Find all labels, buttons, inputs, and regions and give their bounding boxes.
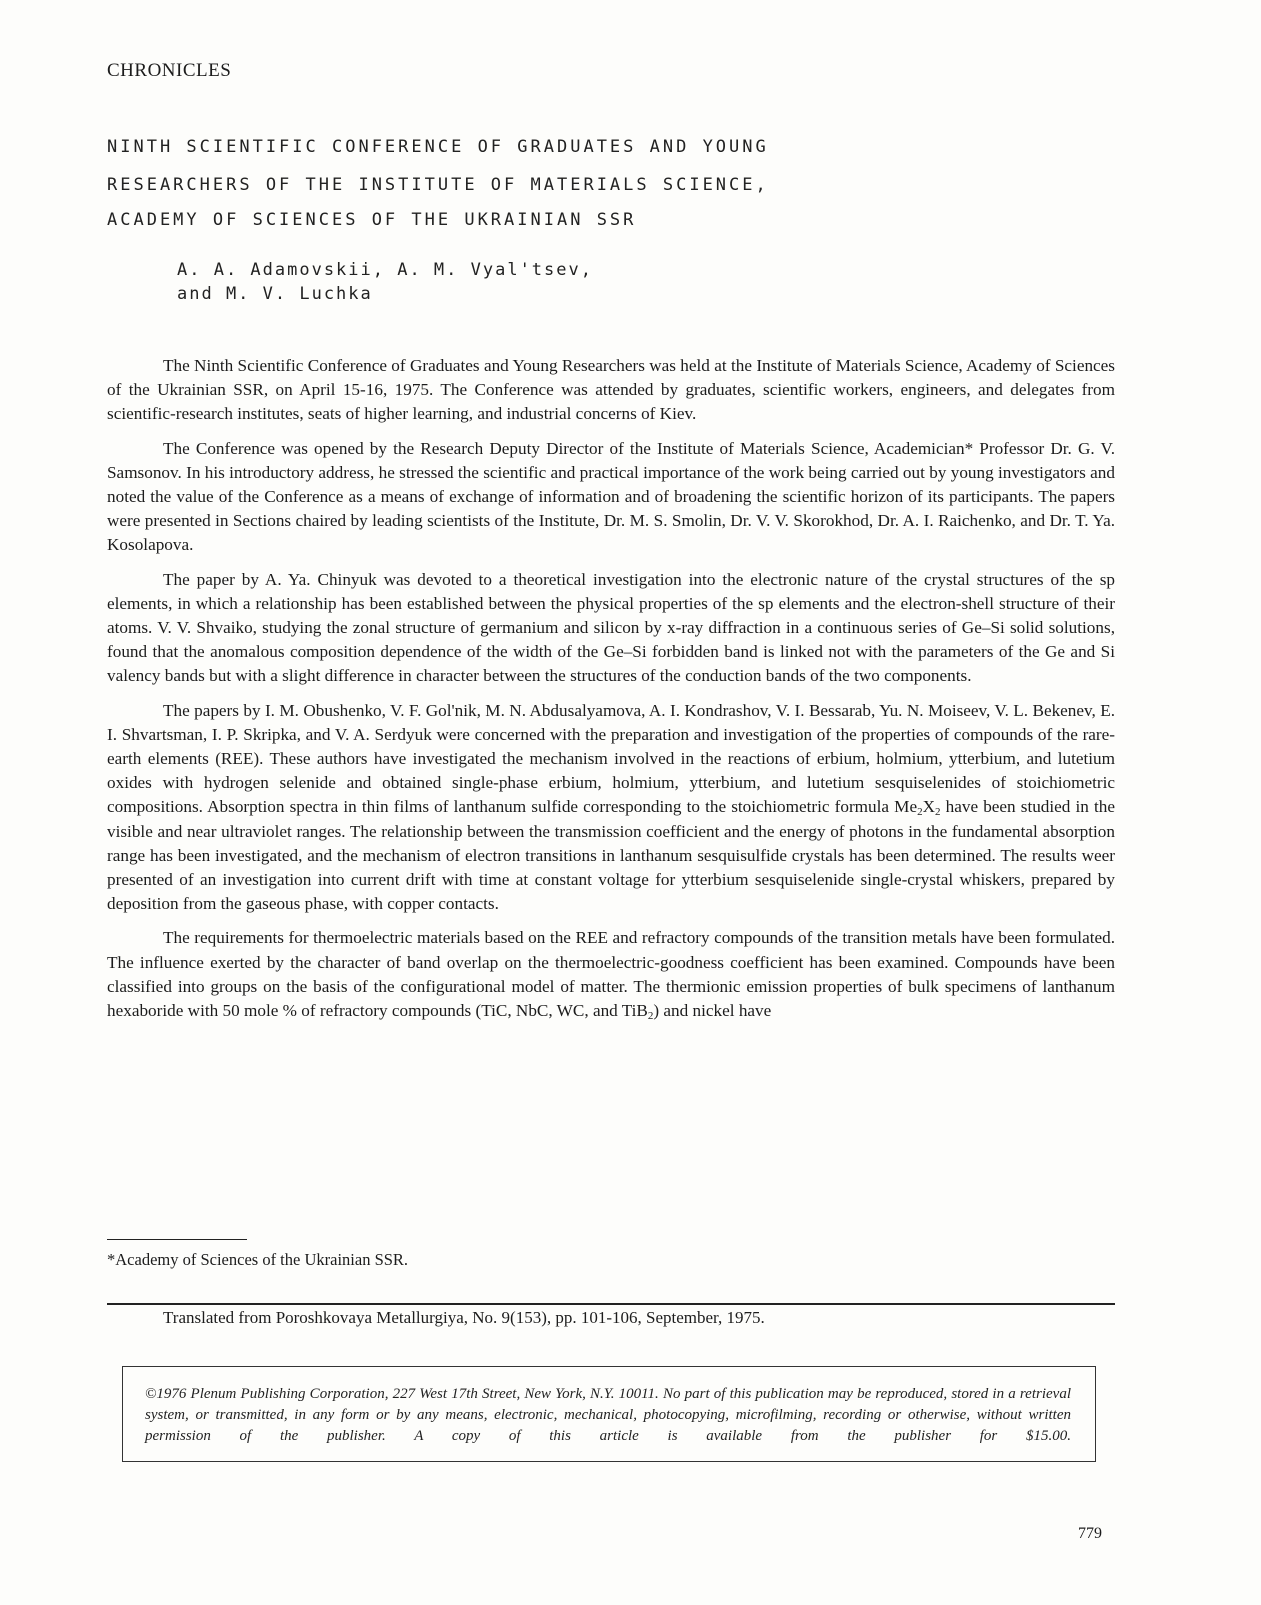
formula-me2x2 xyxy=(894,797,941,819)
paragraph-5 xyxy=(107,926,1115,1023)
translation-source: Translated from Poroshkovaya Metallurgiya, No. 9(153), pp. 101-106, September, 1975. xyxy=(163,1308,765,1327)
paragraph-4-part-a: The papers by I. M. Obushenko, V. F. Gol'nik, M. N. Abdusalyamova, A. I. Kondrashov, V. I. Bessarab, Yu. N. Moiseev, V. L. Bekenev, E. I. Shvartsman, I. P. Skripka, and V. A. Serdyuk were concerned with the preparation and investigation of the properties of compounds of the rare-earth elements (REE). These authors have investigated the mechanism involved in the reactions of erbium, holmium, ytterbium, and lutetium oxides with hydrogen selenide and obtained single-phase erbium, holmium, ytterbium, and lutetium sesquiselenides of stoichiometric compositions. Absorption spectra in thin films of lanthanum sulfide corresponding to the stoichiometric formula xyxy=(107,700,1115,817)
formula-base: X xyxy=(922,797,936,817)
paragraph-1: The Ninth Scientific Conference of Graduates and Young Researchers was held at the Institute of Materials Science, Academy of Sciences of the Ukrainian SSR, on April 15-16, 1975. The Conference was attended by graduates, scientific workers, engineers, and delegates from scientific-research institutes, seats of higher learning, and industrial concerns of Kiev. xyxy=(107,356,1115,424)
formula-subscript: 2 xyxy=(917,806,923,819)
paragraph-2: The Conference was opened by the Research Deputy Director of the Institute of Materials Science, Academician* Professor Dr. G. V. Samsonov. In his introductory address, he stressed the scientific and practical importance of the work being carried out by young investigators and noted the value of the Conference as a means of exchange of information and of broadening the scientific horizon of its participants. The papers were presented in Sections chaired by leading scientists of the Institute, Dr. M. S. Smolin, Dr. V. V. Skorokhod, Dr. A. I. Raichenko, and Dr. T. Ya. Kosolapova. xyxy=(107,438,1115,555)
formula-tib2 xyxy=(621,1001,654,1023)
paragraph-5-part-b: ) and nickel have xyxy=(653,1001,772,1021)
article-body xyxy=(107,354,1115,1033)
page-number: 779 xyxy=(1078,1525,1102,1542)
footnote: *Academy of Sciences of the Ukrainian SSR. xyxy=(107,1250,409,1269)
translation-rule xyxy=(107,1303,1115,1305)
title-line-2: RESEARCHERS OF THE INSTITUTE OF MATERIALS SCIENCE, xyxy=(107,175,769,195)
formula-subscript: 2 xyxy=(647,1010,654,1023)
copyright-box xyxy=(122,1366,1096,1462)
authors-line-2: and M. V. Luchka xyxy=(177,284,373,304)
title-line-1: NINTH SCIENTIFIC CONFERENCE OF GRADUATES AND YOUNG xyxy=(107,137,769,157)
formula-subscript: 2 xyxy=(935,806,941,819)
copyright-notice: ©1976 Plenum Publishing Corporation, 227 West 17th Street, New York, N.Y. 10011. No part of this publication may be reproduced, stored in a retrieval system, or transmitted, in any form or by any means, electronic, mechanical, photocopying, microfilming, recording or otherwise, without written permission of the publisher. A copy of this article is available from the publisher for $15.00. xyxy=(145,1386,1071,1444)
authors-line-1: A. A. Adamovskii, A. M. Vyal'tsev, xyxy=(177,260,593,280)
footnote-rule xyxy=(107,1239,247,1240)
formula-base: TiB xyxy=(621,1001,648,1021)
paragraph-4-part-b: have been studied in the visible and near ultraviolet ranges. The relationship between the transmission coefficient and the energy of photons in the fundamental absorption range has been investigated, and the mechanism of electron transitions in lanthanum sesquisulfide crystals has been determined. The results weer presented of an investigation into current drift with time at constant voltage for ytterbium sesquiselenide single-crystal whiskers, prepared by deposition from the gaseous phase, with copper contacts. xyxy=(107,797,1116,914)
paragraph-5-part-a: The requirements for thermoelectric materials based on the REE and refractory compounds of the transition metals have been formulated. The influence exerted by the character of band overlap on the thermoelectric-goodness coefficient has been examined. Compounds have been classified into groups on the basis of the configurational model of matter. The thermionic emission properties of bulk specimens of lanthanum hexaboride with 50 mole % of refractory compounds (TiC, NbC, WC, and xyxy=(107,928,1115,1021)
title-line-3: ACADEMY OF SCIENCES OF THE UKRAINIAN SSR xyxy=(107,210,637,230)
section-label: CHRONICLES xyxy=(107,60,232,81)
paragraph-4 xyxy=(107,699,1115,917)
formula-base: Me xyxy=(894,797,918,817)
paragraph-3: The paper by A. Ya. Chinyuk was devoted to a theoretical investigation into the electronic nature of the crystal structures of the sp elements, in which a relationship has been established between the physical properties of the sp elements and the electron-shell structure of their atoms. V. V. Shvaiko, studying the zonal structure of germanium and silicon by x-ray diffraction in a continuous series of Ge–Si solid solutions, found that the anomalous composition dependence of the width of the Ge–Si forbidden band is linked not with the parameters of the Ge and Si valency bands but with a slight difference in character between the structures of the conduction bands of the two components. xyxy=(107,569,1115,686)
